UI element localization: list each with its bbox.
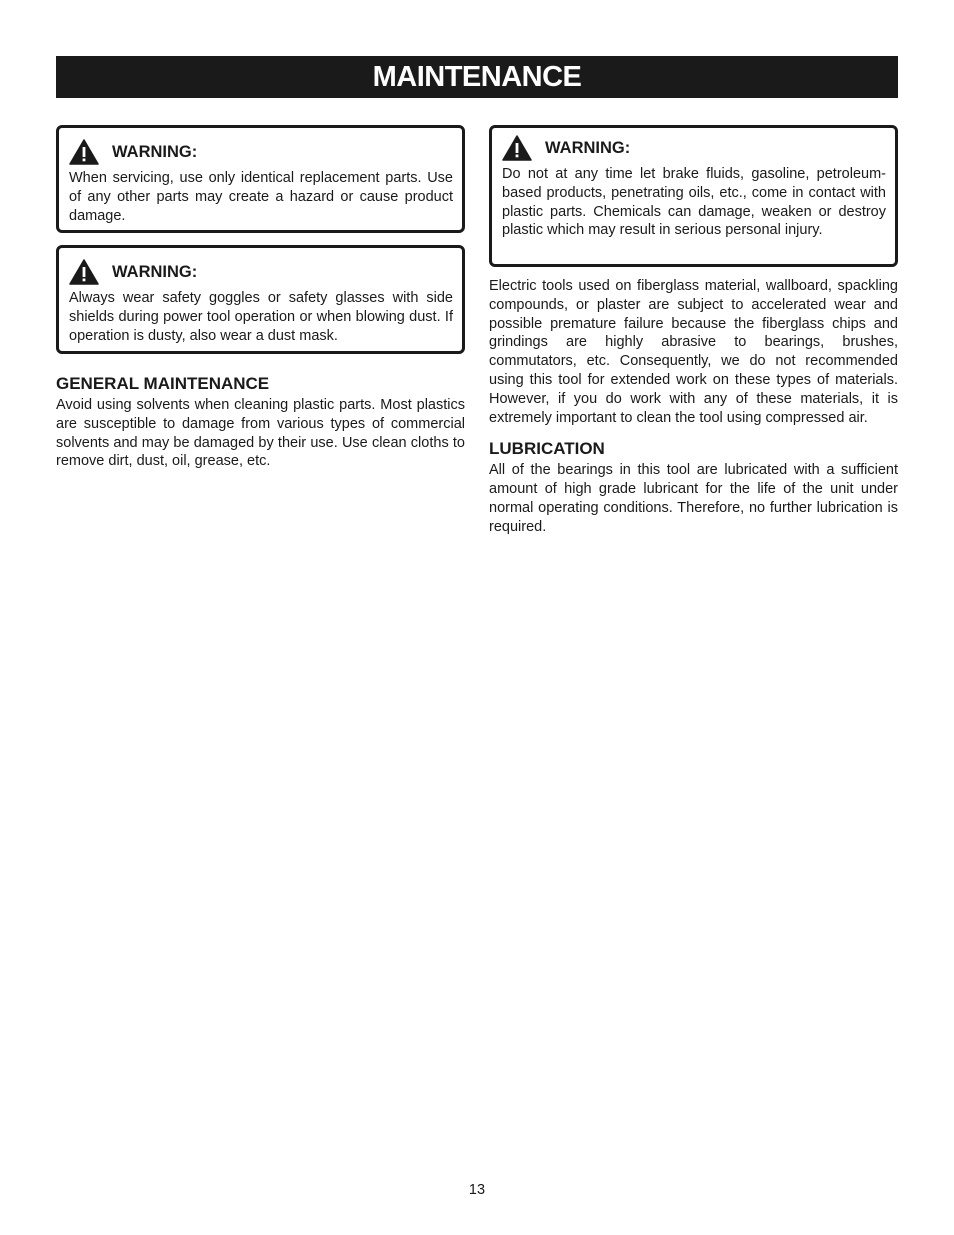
warning-label: WARNING: [545, 138, 631, 157]
warning-label: WARNING: [112, 142, 198, 161]
warning-box-parts [56, 125, 465, 233]
general-maintenance-text: Avoid using solvents when cleaning plastic parts. Most plastics are susceptible to damage from various types of commercial solvents and may be damaged by their use. Use clean cloths to remove dirt, dust, oil, grease, etc. [56, 397, 465, 470]
right-column [489, 125, 898, 537]
warning-triangle-icon [502, 135, 532, 161]
warning-header [69, 138, 453, 166]
page-title: MAINTENANCE [56, 56, 898, 98]
fiberglass-text: Electric tools used on fiberglass material, wallboard, spackling compounds, or plaster are subject to accelerated wear and possible premature failure because the fiberglass chips and grindings are highly abrasive to bearings, brushes, commutators, etc. Consequently, we do not recommended using this tool for extended work on these types of materials. However, if you do work with any of these materials, it is extremely important to clean the tool using compressed air. [489, 278, 898, 426]
warning-box-chemicals [489, 125, 898, 267]
lubrication-text: All of the bearings in this tool are lubricated with a sufficient amount of high grade lubricant for the life of the unit under normal operating conditions. Therefore, no further lubrication is required. [489, 462, 898, 535]
warning-header [69, 258, 453, 286]
warning-text: Do not at any time let brake fluids, gasoline, petroleum-based products, penetrating oils, etc., come in contact with plastic parts. Chemicals can damage, weaken or destroy plastic which may result in serious personal injury. [502, 166, 886, 239]
warning-box-goggles [56, 245, 465, 354]
warning-header [502, 134, 886, 162]
warning-label: WARNING: [112, 262, 198, 281]
general-maintenance-heading: GENERAL MAINTENANCE [56, 374, 270, 393]
page-number: 13 [468, 1182, 486, 1198]
lubrication-heading: LUBRICATION [489, 439, 605, 459]
warning-text: When servicing, use only identical replacement parts. Use of any other parts may create a hazard or cause product damage. [69, 170, 453, 224]
warning-triangle-icon [69, 259, 99, 285]
warning-text: Always wear safety goggles or safety glasses with side shields during power tool operation or when blowing dust. If operation is dusty, also wear a dust mask. [69, 290, 453, 344]
warning-triangle-icon [69, 139, 99, 165]
left-column [56, 125, 465, 471]
